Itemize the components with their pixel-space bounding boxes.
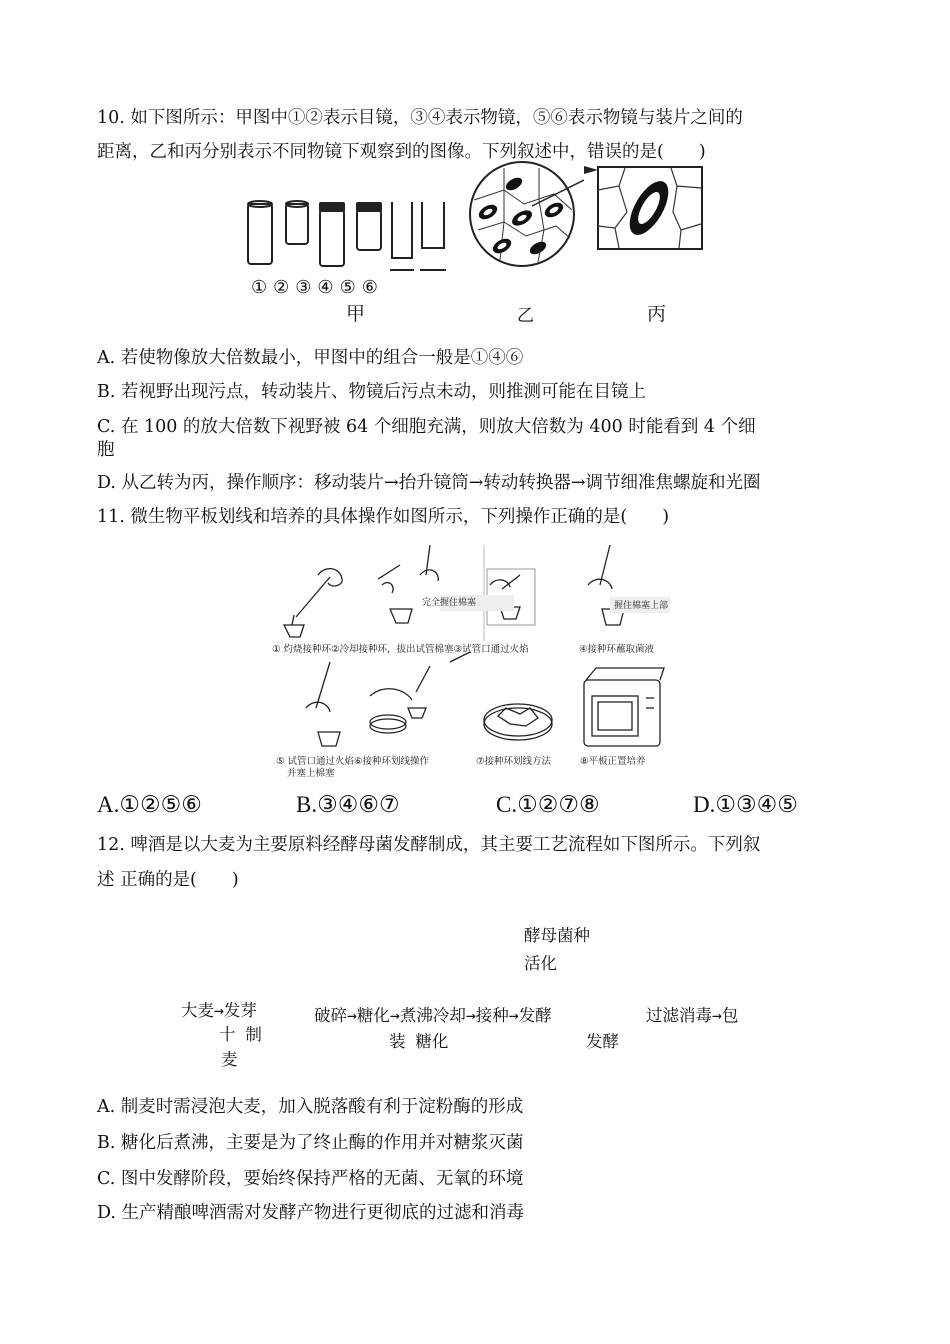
q11-stem: 11. 微生物平板划线和培养的具体操作如图所示，下列操作正确的是( ) — [97, 507, 670, 527]
q10-stem-line2: 距离，乙和丙分别表示不同物镜下观察到的图像。下列叙述中，错误的是( ) — [97, 142, 706, 162]
caption-step-7: ⑦接种环划线方法 — [476, 756, 552, 767]
q12-option-b: B. 糖化后煮沸，主要是为了终止酶的作用并对糖浆灭菌 — [97, 1133, 524, 1153]
note-hold-plug-top: 握住棉塞上部 — [614, 601, 669, 611]
q11-option-d: D.①③④⑤ — [693, 792, 798, 817]
caption-step-5-cont: 并塞上棉塞 — [287, 768, 335, 779]
caption-steps-5-6: ⑤ 试管口通过火焰⑥接种环划线操作 — [276, 756, 430, 767]
q12-option-d: D. 生产精酿啤酒需对发酵产物进行更彻底的过滤和消毒 — [97, 1203, 525, 1223]
flow-fajiao-2: 发酵 — [586, 1032, 619, 1051]
fig-label-jia: 甲 — [346, 303, 366, 325]
q10-option-c-line1: C. 在 100 的放大倍数下视野被 64 个细胞充满，则放大倍数为 400 时能看到 4 个细 — [97, 417, 756, 437]
caption-step-8: ⑧平板正置培养 — [580, 756, 646, 767]
lens-numbers — [251, 276, 384, 300]
lens-label-3: ③ — [295, 277, 318, 298]
lens-label-6: ⑥ — [361, 277, 384, 298]
q10-option-c-line2: 胞 — [97, 440, 115, 460]
inoculation-figure-row2 — [280, 652, 670, 752]
cell-zoom-bing — [597, 166, 703, 250]
lens-label-5: ⑤ — [339, 277, 362, 298]
fig-label-bing: 丙 — [647, 303, 667, 325]
flow-zhuang: 装 糖化 — [389, 1032, 449, 1051]
inoculation-figure-row1 — [270, 545, 670, 645]
caption-steps-1-3: ① 灼烧接种环②冷却接种环，拔出试管棉塞③试管口通过火焰 — [272, 644, 529, 655]
q11-option-b: B.③④⑥⑦ — [296, 792, 400, 817]
flow-yeast-line2: 活化 — [524, 954, 557, 973]
fig-label-yi: 乙 — [517, 306, 534, 326]
lens-label-2: ② — [273, 277, 296, 298]
note-hold-plug-fully: 完全握住棉塞 — [422, 598, 477, 608]
q11-option-a: A.①②⑤⑥ — [97, 792, 202, 817]
flow-mai: 麦 — [221, 1050, 238, 1069]
flow-barley: 大麦→发芽 — [181, 1001, 257, 1020]
q12-stem-line1: 12. 啤酒是以大麦为主要原料经酵母菌发酵制成，其主要工艺流程如下图所示。下列叙 — [97, 835, 761, 855]
q12-option-a: A. 制麦时需浸泡大麦，加入脱落酸有利于淀粉酶的形成 — [97, 1097, 524, 1117]
flow-main: 破碎→糖化→煮沸冷却→接种→发酵 — [314, 1006, 552, 1025]
q10-option-d: D. 从乙转为丙，操作顺序：移动装片→抬升镜筒→转动转换器→调节细准焦螺旋和光圈 — [97, 473, 761, 493]
flow-last: 过滤消毒→包 — [646, 1006, 739, 1025]
lens-label-4: ④ — [317, 277, 340, 298]
flow-shi: 十 制 — [219, 1025, 262, 1044]
q10-option-b: B. 若视野出现污点，转动装片、物镜后污点未动，则推测可能在目镜上 — [97, 382, 646, 402]
q12-option-c: C. 图中发酵阶段，要始终保持严格的无菌、无氧的环境 — [97, 1169, 524, 1189]
cell-view-yi — [464, 160, 584, 270]
lens-label-1: ① — [251, 277, 274, 298]
caption-step-4: ④接种环蘸取菌液 — [579, 644, 655, 655]
q10-stem-line1: 10. 如下图所示：甲图中①②表示目镜，③④表示物镜，⑤⑥表示物镜与装片之间的 — [97, 108, 743, 128]
flow-yeast-line1: 酵母菌种 — [524, 926, 590, 945]
q12-stem-line2: 述 正确的是( ) — [97, 870, 239, 890]
q10-option-a: A. 若使物像放大倍数最小，甲图中的组合一般是①④⑥ — [97, 348, 524, 368]
q11-option-c: C.①②⑦⑧ — [496, 792, 600, 817]
